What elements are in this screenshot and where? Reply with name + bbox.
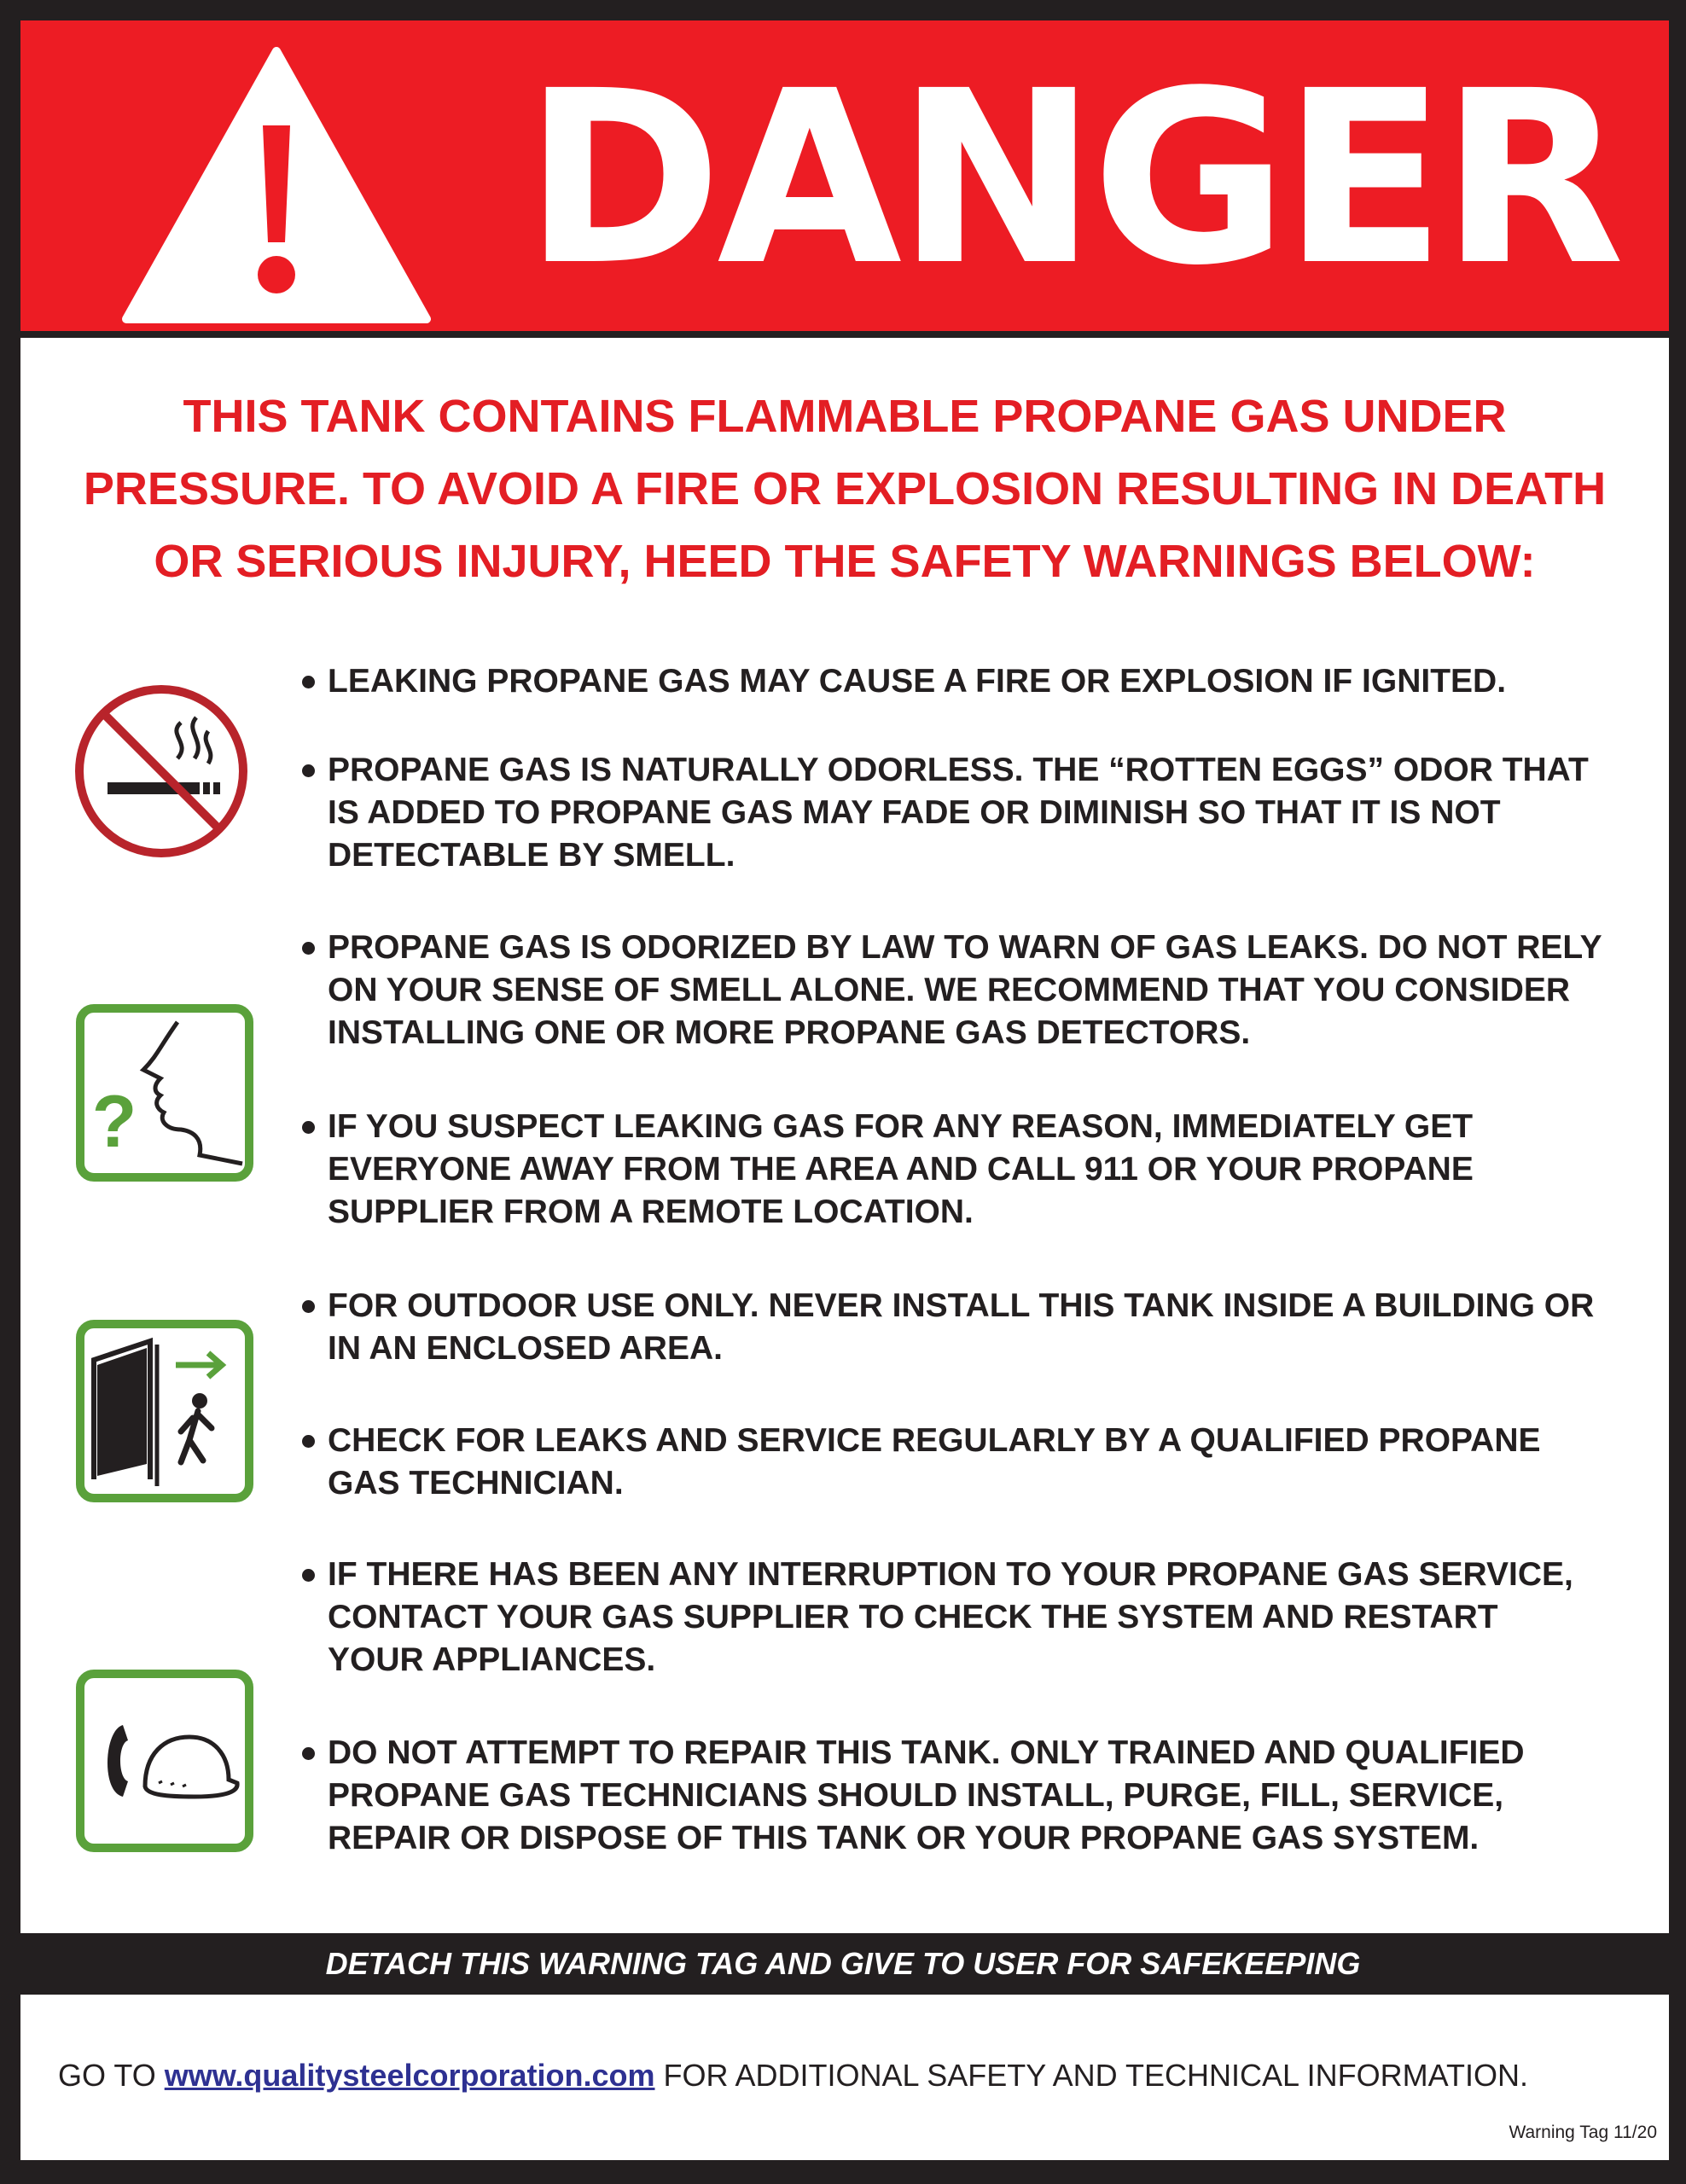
- footer-info-line: [58, 2054, 1528, 2097]
- detach-instruction: DETACH THIS WARNING TAG AND GIVE TO USER FOR SAFEKEEPING: [325, 1946, 1361, 1981]
- warning-body: [20, 338, 1669, 1933]
- svg-text:?: ?: [91, 1081, 137, 1163]
- bullet-line: IF YOU SUSPECT LEAKING GAS FOR ANY REASON, IMMEDIATELY GET: [328, 1108, 1474, 1145]
- bullet-dot: [302, 764, 315, 777]
- bullet-line: ON YOUR SENSE OF SMELL ALONE. WE RECOMMEND THAT YOU CONSIDER: [328, 972, 1571, 1008]
- footer-prefix: GO TO: [58, 2058, 156, 2093]
- bullet-dot: [302, 1300, 315, 1313]
- footer-suffix: FOR ADDITIONAL SAFETY AND TECHNICAL INFORMATION.: [663, 2058, 1528, 2093]
- bullet-line: IF THERE HAS BEEN ANY INTERRUPTION TO YOUR PROPANE GAS SERVICE,: [328, 1556, 1573, 1593]
- danger-title: DANGER: [524, 40, 1620, 318]
- intro-line: PRESSURE. TO AVOID A FIRE OR EXPLOSION RESULTING IN DEATH: [83, 463, 1607, 514]
- bullet-line: CHECK FOR LEAKS AND SERVICE REGULARLY BY A QUALIFIED PROPANE: [328, 1422, 1541, 1459]
- bullet-line: CONTACT YOUR GAS SUPPLIER TO CHECK THE SYSTEM AND RESTART: [328, 1599, 1498, 1635]
- bullet-line: FOR OUTDOOR USE ONLY. NEVER INSTALL THIS TANK INSIDE A BUILDING OR: [328, 1287, 1595, 1324]
- bullet-line: GAS TECHNICIAN.: [328, 1465, 624, 1502]
- bullet-dot: [302, 676, 315, 688]
- bullet-dot: [302, 1121, 315, 1134]
- safety-warnings-list: [20, 338, 1669, 1933]
- bullet-line: SUPPLIER FROM A REMOTE LOCATION.: [328, 1194, 974, 1230]
- bullet-line: LEAKING PROPANE GAS MAY CAUSE A FIRE OR EXPLOSION IF IGNITED.: [328, 663, 1507, 700]
- bullet-line: EVERYONE AWAY FROM THE AREA AND CALL 911 OR YOUR PROPANE: [328, 1151, 1474, 1188]
- tag-version-label: Warning Tag 11/20: [1509, 2123, 1657, 2142]
- bullet-dot: [302, 1569, 315, 1582]
- bullet-line: IN AN ENCLOSED AREA.: [328, 1330, 723, 1367]
- exclamation-triangle-icon: [121, 44, 432, 326]
- bullet-line: DETECTABLE BY SMELL.: [328, 837, 735, 874]
- bullet-line: DO NOT ATTEMPT TO REPAIR THIS TANK. ONLY TRAINED AND QUALIFIED: [328, 1734, 1525, 1771]
- bullet-line: YOUR APPLIANCES.: [328, 1641, 656, 1678]
- bullet-line: INSTALLING ONE OR MORE PROPANE GAS DETECTORS.: [328, 1014, 1251, 1051]
- bullet-dot: [302, 1435, 315, 1448]
- intro-line: THIS TANK CONTAINS FLAMMABLE PROPANE GAS UNDER: [183, 391, 1507, 442]
- bullet-dot: [302, 1747, 315, 1760]
- bullet-line: IS ADDED TO PROPANE GAS MAY FADE OR DIMINISH SO THAT IT IS NOT: [328, 794, 1501, 831]
- footer: [20, 1995, 1669, 2160]
- danger-header: [20, 20, 1669, 331]
- bullet-line: PROPANE GAS TECHNICIANS SHOULD INSTALL, PURGE, FILL, SERVICE,: [328, 1777, 1504, 1814]
- bullet-dot: [302, 942, 315, 955]
- bullet-line: PROPANE GAS IS ODORIZED BY LAW TO WARN OF GAS LEAKS. DO NOT RELY: [328, 929, 1602, 966]
- intro-line: OR SERIOUS INJURY, HEED THE SAFETY WARNINGS BELOW:: [154, 536, 1536, 587]
- bullet-line: PROPANE GAS IS NATURALLY ODORLESS. THE “ROTTEN EGGS” ODOR THAT: [328, 752, 1589, 788]
- bullet-line: REPAIR OR DISPOSE OF THIS TANK OR YOUR PROPANE GAS SYSTEM.: [328, 1820, 1480, 1856]
- website-link[interactable]: www.qualitysteelcorporation.com: [164, 2058, 655, 2093]
